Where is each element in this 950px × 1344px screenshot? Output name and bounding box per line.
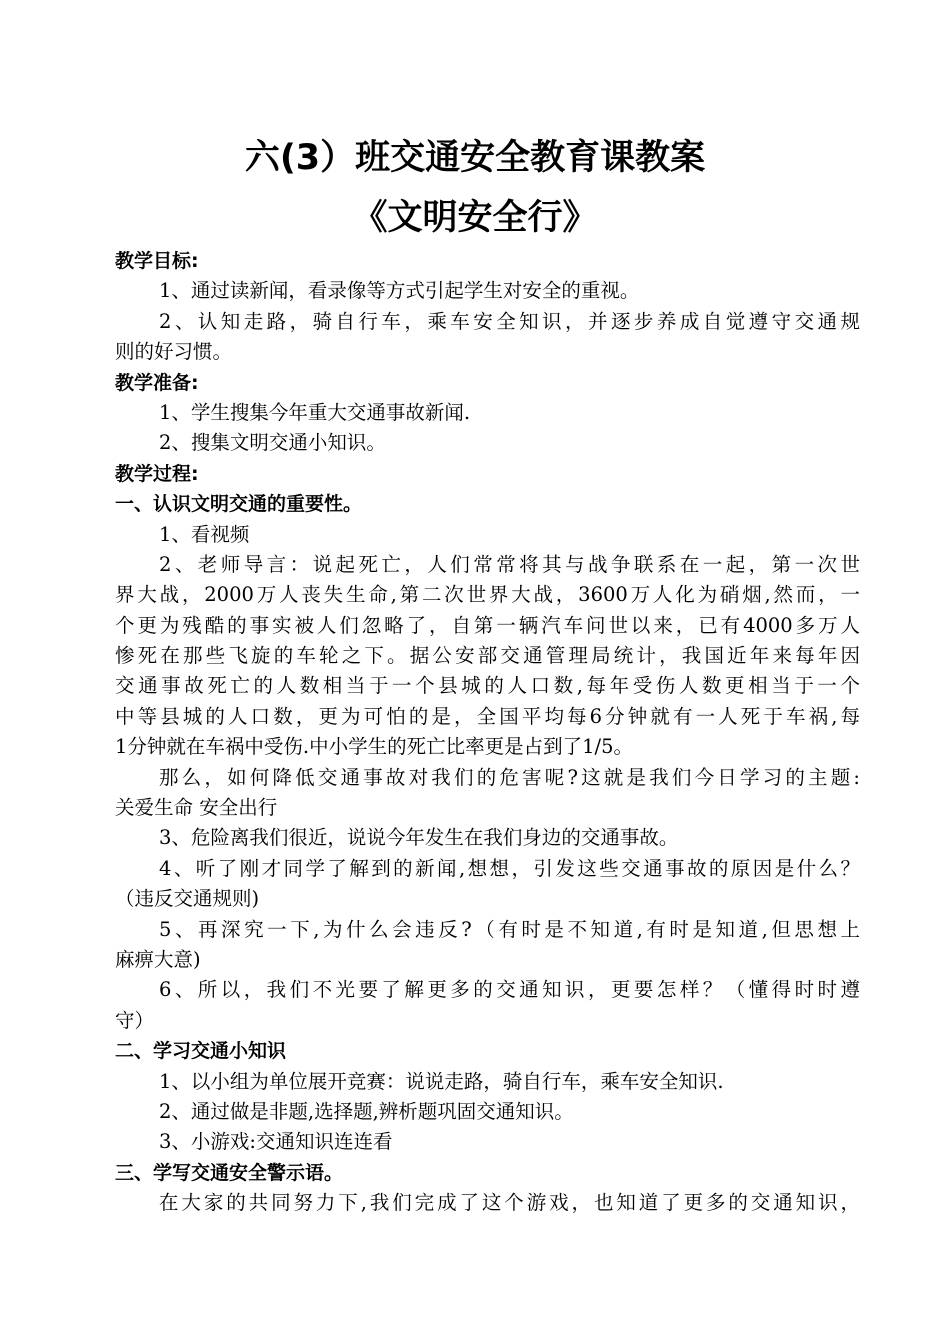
section-heading: 一、认识文明交通的重要性。	[115, 493, 363, 516]
paragraph-line: 则的好习惯。	[115, 340, 233, 364]
paragraph-line: 惨死在那些飞旋的车轮之下。据公安部交通管理局统计，我国近年来每年因	[115, 644, 860, 668]
document-body	[115, 246, 860, 1219]
paragraph-line: （违反交通规则)	[115, 887, 260, 911]
paragraph-line: 2、老师导言：说起死亡，人们常常将其与战争联系在一起，第一次世	[159, 552, 860, 576]
paragraph-line: 1、以小组为单位展开竞赛：说说走路，骑自行车，乘车安全知识.	[159, 1069, 724, 1093]
paragraph-line: 5、再深究一下,为什么会违反?（有时是不知道,有时是知道,但思想上	[159, 917, 860, 941]
paragraph-line: 1分钟就在车祸中受伤.中小学生的死亡比率更是占到了1/5。	[115, 735, 633, 759]
paragraph-line: 2、认知走路，骑自行车，乘车安全知识，并逐步养成自觉遵守交通规	[159, 309, 860, 333]
section-heading: 教学目标:	[115, 250, 199, 272]
paragraph-line: 个更为残酷的事实被人们忽略了，自第一辆汽车问世以来，已有4000多万人	[115, 613, 860, 637]
section-heading: 三、学写交通安全警示语。	[115, 1161, 344, 1184]
paragraph-line: 6、所以，我们不光要了解更多的交通知识，更要怎样？（懂得时时遵	[159, 978, 860, 1002]
paragraph-line: 3、危险离我们很近，说说今年发生在我们身边的交通事故。	[159, 826, 679, 850]
paragraph-line: 1、看视频	[159, 522, 250, 546]
paragraph-line: 麻痹大意)	[115, 947, 201, 971]
section-heading: 二、学习交通小知识	[115, 1040, 287, 1063]
paragraph-line: 3、小游戏:交通知识连连看	[159, 1130, 393, 1154]
paragraph-line: 2、通过做是非题,选择题,辨析题巩固交通知识。	[159, 1099, 574, 1123]
paragraph-line: 界大战，2000万人丧失生命,第二次世界大战，3600万人化为硝烟,然而，一	[115, 583, 860, 607]
page-subtitle: 《文明安全行》	[352, 198, 598, 238]
paragraph-line: 那么，如何降低交通事故对我们的危害呢?这就是我们今日学习的主题:	[159, 765, 860, 789]
paragraph-line: 中等县城的人口数，更为可怕的是，全国平均每6分钟就有一人死于车祸,每	[115, 704, 860, 728]
paragraph-line: 1、学生搜集今年重大交通事故新闻.	[159, 400, 471, 424]
paragraph-line: 1、通过读新闻，看录像等方式引起学生对安全的重视。	[159, 279, 640, 303]
paragraph-line: 4、听了刚才同学了解到的新闻,想想，引发这些交通事故的原因是什么？	[159, 856, 860, 880]
paragraph-line: 2、搜集文明交通小知识。	[159, 431, 386, 455]
paragraph-line: 在大家的共同努力下,我们完成了这个游戏，也知道了更多的交通知识，	[159, 1191, 860, 1215]
paragraph-line: 交通事故死亡的人数相当于一个县城的人口数,每年受伤人数更相当于一个	[115, 674, 860, 698]
section-heading: 教学准备:	[115, 371, 199, 394]
paragraph-line: 关爱生命 安全出行	[115, 796, 278, 820]
paragraph-line: 守）	[115, 1008, 155, 1032]
page-title: 六(3）班交通安全教育课教案	[244, 138, 706, 178]
section-heading: 教学过程:	[115, 462, 199, 485]
